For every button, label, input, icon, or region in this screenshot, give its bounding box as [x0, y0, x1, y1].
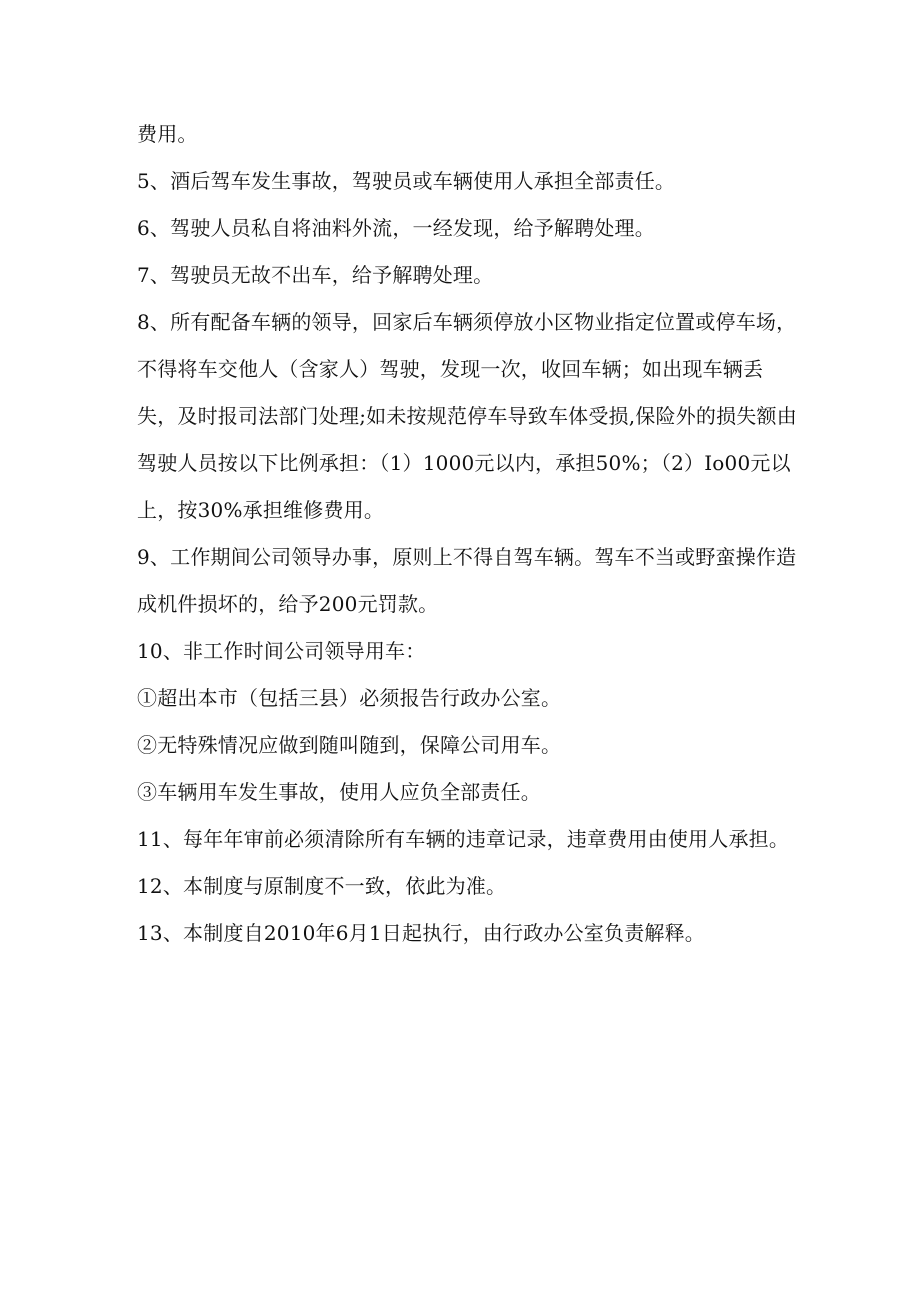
rule-subitem-3: ③车辆用车发生事故，使用人应负全部责任。 [137, 780, 541, 804]
rule-item-5: 5、酒后驾车发生事故，驾驶员或车辆使用人承担全部责任。 [137, 169, 676, 193]
rule-item-13: 13、本制度自2010年6月1日起执行，由行政办公室负责解释。 [137, 921, 705, 945]
paragraph-continuation: 费用。 [137, 122, 198, 146]
rule-item-10: 10、非工作时间公司领导用车： [137, 639, 426, 663]
rule-subitem-2: ②无特殊情况应做到随叫随到，保障公司用车。 [137, 733, 562, 757]
rule-subitem-1: ①超出本市（包括三县）必须报告行政办公室。 [137, 686, 562, 710]
rule-item-12: 12、本制度与原制度不一致，依此为准。 [137, 874, 507, 898]
rule-item-8: 8、所有配备车辆的领导，回家后车辆须停放小区物业指定位置或停车场，不得将车交他人（含家人）驾驶，发现一次，收回车辆；如出现车辆丢失，及时报司法部门处理;如未按规范停车导致车体受损,保险外的损失额由驾驶人员按以下比例承担：（1）1000元以内，承担50%；（2）Io00元以上，按30%承担维修费用。 [137, 310, 797, 522]
rule-item-11: 11、每年年审前必须清除所有车辆的违章记录，违章费用由使用人承担。 [137, 827, 790, 851]
rule-item-6: 6、驾驶人员私自将油料外流，一经发现，给予解聘处理。 [137, 216, 655, 240]
rule-item-7: 7、驾驶员无故不出车，给予解聘处理。 [137, 263, 494, 287]
rule-item-9: 9、工作期间公司领导办事，原则上不得自驾车辆。驾车不当或野蛮操作造成机件损坏的，给予200元罚款。 [137, 545, 797, 616]
document-body [137, 111, 797, 957]
